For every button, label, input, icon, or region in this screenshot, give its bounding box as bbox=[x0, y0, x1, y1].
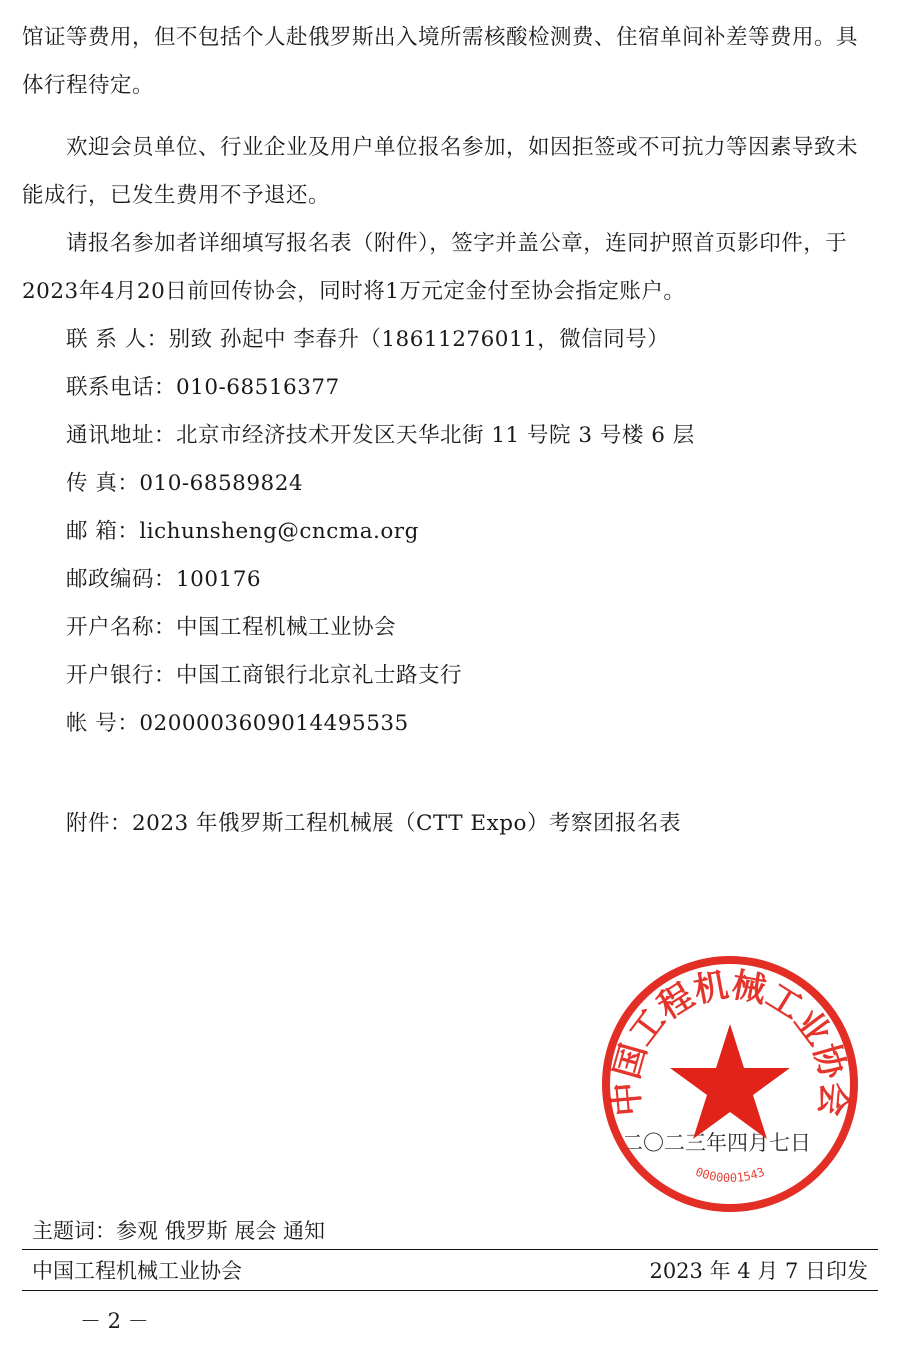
account-bank: 开户银行：中国工商银行北京礼士路支行 bbox=[66, 663, 463, 688]
seal-serial: 0000001543 bbox=[693, 1164, 767, 1186]
account-name: 开户名称：中国工程机械工业协会 bbox=[66, 615, 397, 640]
paragraph-welcome: 欢迎会员单位、行业企业及用户单位报名参加，如因拒签或不可抗力等因素导致未能成行，已发生费用不予退还。 bbox=[22, 135, 859, 208]
contact-fax: 传 真：010-68589824 bbox=[66, 471, 304, 496]
paragraph-fees: 馆证等费用，但不包括个人赴俄罗斯出入境所需核酸检测费、住宿单间补差等费用。具体行程待定。 bbox=[22, 25, 859, 98]
star-icon bbox=[670, 1024, 790, 1139]
sign-date: 二〇二三年四月七日 bbox=[622, 1131, 811, 1155]
footer-issuer: 中国工程机械工业协会 bbox=[32, 1259, 242, 1283]
contact-address: 通讯地址：北京市经济技术开发区天华北街 11 号院 3 号楼 6 层 bbox=[66, 423, 695, 448]
subject-keywords: 主题词：参观 俄罗斯 展会 通知 bbox=[32, 1219, 326, 1243]
paragraph-registration: 请报名参加者详细填写报名表（附件），签字并盖公章，连同护照首页影印件，于2023年4月20日前回传协会，同时将1万元定金付至协会指定账户。 bbox=[22, 231, 848, 304]
attachment-note: 附件：2023 年俄罗斯工程机械展（CTT Expo）考察团报名表 bbox=[66, 811, 681, 836]
contact-person: 联 系 人：别致 孙起中 李春升（18611276011，微信同号） bbox=[66, 327, 670, 352]
footer-issue-date: 2023 年 4 月 7 日印发 bbox=[649, 1259, 868, 1283]
contact-postcode: 邮政编码：100176 bbox=[66, 567, 262, 592]
page-number: － 2 － bbox=[80, 1309, 149, 1333]
official-seal bbox=[598, 952, 862, 1216]
footer-rule-bottom bbox=[22, 1290, 878, 1291]
contact-email: 邮 箱：lichunsheng@cncma.org bbox=[66, 519, 419, 544]
account-number: 帐 号：0200003609014495535 bbox=[66, 711, 409, 736]
footer-rule-top bbox=[22, 1249, 878, 1250]
seal-org-text: 中国工程机械工业协会 bbox=[605, 965, 855, 1118]
contact-phone: 联系电话：010-68516377 bbox=[66, 375, 340, 400]
svg-text:0000001543 bbox=[694, 1165, 767, 1185]
